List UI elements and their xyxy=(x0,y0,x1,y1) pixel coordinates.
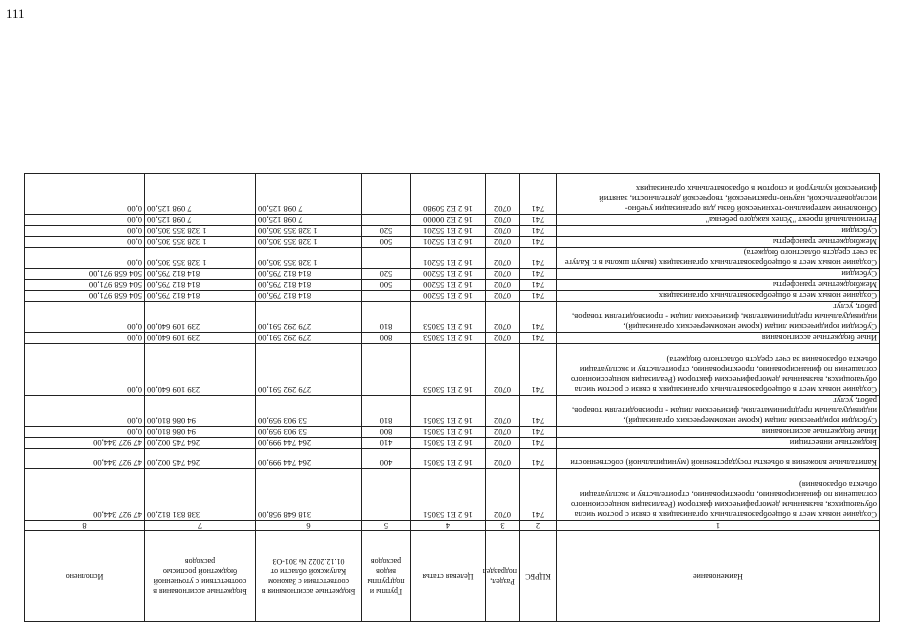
row-target: 16 2 E2 00000 xyxy=(411,215,486,226)
row-target: 16 2 E1 55201 xyxy=(411,226,486,237)
row-exec: 504 658 971,00 xyxy=(25,291,145,302)
row-vr: 410 xyxy=(362,438,411,449)
row-plan: 814 812 795,00 xyxy=(145,291,256,302)
row-law: 264 744 999,00 xyxy=(256,449,362,469)
row-section: 0702 xyxy=(486,427,520,438)
row-section: 0702 xyxy=(486,248,520,269)
row-law: 7 098 125,00 xyxy=(256,215,362,226)
row-target: 16 2 E1 53053 xyxy=(411,302,486,333)
row-exec: 0,00 xyxy=(25,215,145,226)
row-vr xyxy=(362,469,411,521)
row-plan: 814 812 795,00 xyxy=(145,280,256,291)
row-name: Субсидии xyxy=(557,269,880,280)
row-vr: 500 xyxy=(362,237,411,248)
table-row xyxy=(25,248,880,269)
table-row xyxy=(25,469,880,521)
header-section: Раздел, подраздел xyxy=(486,531,520,622)
row-law: 279 292 591,00 xyxy=(256,333,362,344)
table-row xyxy=(25,449,880,469)
row-name: Субсидии юридическим лицам (кроме некоммерческих организаций), индивидуальным предпринимателям, физическим лицам - производителям товаров, работ, услуг xyxy=(557,302,880,333)
colnum-4: 4 xyxy=(411,521,486,531)
row-exec: 504 658 971,00 xyxy=(25,269,145,280)
row-vr xyxy=(362,215,411,226)
row-plan: 239 109 640,00 xyxy=(145,344,256,396)
row-kcrbs: 741 xyxy=(520,438,557,449)
row-vr: 810 xyxy=(362,302,411,333)
row-vr: 520 xyxy=(362,269,411,280)
row-target: 16 2 E1 53051 xyxy=(411,396,486,427)
row-plan: 239 109 640,00 xyxy=(145,333,256,344)
row-target: 16 2 E1 55200 xyxy=(411,269,486,280)
row-name: Создание новых мест в общеобразовательных организациях xyxy=(557,291,880,302)
row-law: 1 328 355 305,00 xyxy=(256,237,362,248)
row-plan: 94 086 810,00 xyxy=(145,396,256,427)
row-exec: 0,00 xyxy=(25,237,145,248)
table-row xyxy=(25,396,880,427)
row-vr: 800 xyxy=(362,427,411,438)
table-row xyxy=(25,344,880,396)
table-row xyxy=(25,427,880,438)
budget-table xyxy=(24,173,880,622)
colnum-8: 8 xyxy=(25,521,145,531)
colnum-3: 3 xyxy=(486,521,520,531)
table-row xyxy=(25,174,880,215)
row-target: 16 2 E1 53051 xyxy=(411,469,486,521)
row-law: 279 292 591,00 xyxy=(256,344,362,396)
table-row xyxy=(25,226,880,237)
table-row xyxy=(25,237,880,248)
row-exec: 47 927 344,00 xyxy=(25,449,145,469)
table-row xyxy=(25,215,880,226)
row-target: 16 2 E1 55200 xyxy=(411,280,486,291)
row-kcrbs: 741 xyxy=(520,469,557,521)
row-kcrbs: 741 xyxy=(520,280,557,291)
row-law: 53 903 959,00 xyxy=(256,396,362,427)
row-target: 16 2 E1 53053 xyxy=(411,333,486,344)
row-target: 16 2 E1 55201 xyxy=(411,237,486,248)
row-plan: 1 328 355 305,00 xyxy=(145,237,256,248)
row-target: 16 2 E1 55201 xyxy=(411,248,486,269)
row-exec: 0,00 xyxy=(25,344,145,396)
row-section: 0702 xyxy=(486,237,520,248)
row-exec: 0,00 xyxy=(25,396,145,427)
row-target: 16 2 E1 53051 xyxy=(411,438,486,449)
table-row xyxy=(25,333,880,344)
row-kcrbs: 741 xyxy=(520,174,557,215)
row-name: Обновление материально-технической базы для организации учебно-исследовательской, научно-практической, творческой деятельности, занятий физической культурой и спортом в образовательных организациях xyxy=(557,174,880,215)
row-target: 16 2 E1 55200 xyxy=(411,291,486,302)
header-vr: Группы и подгруппы видов расходов xyxy=(362,531,411,622)
row-law: 7 098 125,00 xyxy=(256,174,362,215)
colnum-7: 7 xyxy=(145,521,256,531)
row-vr: 520 xyxy=(362,226,411,237)
row-exec: 47 927 344,00 xyxy=(25,469,145,521)
row-target: 16 2 E1 53051 xyxy=(411,449,486,469)
row-kcrbs: 741 xyxy=(520,333,557,344)
column-number-row xyxy=(25,521,880,531)
row-plan: 7 098 125,00 xyxy=(145,174,256,215)
row-section: 0702 xyxy=(486,302,520,333)
row-section: 0702 xyxy=(486,449,520,469)
table-row xyxy=(25,280,880,291)
row-name: Межбюджетные трансферты xyxy=(557,237,880,248)
row-kcrbs: 741 xyxy=(520,269,557,280)
row-name: Создание новых мест в общеобразовательных организациях (выкуп школы в г. Калуге за счет средств областного бюджета) xyxy=(557,248,880,269)
row-name: Субсидии xyxy=(557,226,880,237)
header-plan: Бюджетные ассигнования в соответствии с уточненной бюджетной росписью расходов xyxy=(145,531,256,622)
row-exec: 0,00 xyxy=(25,226,145,237)
row-section: 0702 xyxy=(486,174,520,215)
row-plan: 1 328 355 305,00 xyxy=(145,226,256,237)
table-row xyxy=(25,269,880,280)
row-law: 814 812 795,00 xyxy=(256,280,362,291)
row-kcrbs: 741 xyxy=(520,248,557,269)
row-name: Создание новых мест в общеобразовательных организациях в связи с ростом числа обучающихся, вызванным демографическим фактором (Реализация концессионного соглашения по финансированию, проектированию, строительству и эксплуатации объекта образования за счет средств областного бюджета) xyxy=(557,344,880,396)
row-kcrbs: 741 xyxy=(520,344,557,396)
row-law: 1 328 355 305,00 xyxy=(256,248,362,269)
row-kcrbs: 741 xyxy=(520,302,557,333)
row-vr xyxy=(362,248,411,269)
row-exec: 0,00 xyxy=(25,248,145,269)
row-name: Региональный проект "Успех каждого ребенка" xyxy=(557,215,880,226)
row-kcrbs: 741 xyxy=(520,215,557,226)
row-exec: 0,00 xyxy=(25,302,145,333)
row-plan: 338 831 812,00 xyxy=(145,469,256,521)
row-vr: 810 xyxy=(362,396,411,427)
row-name: Иные бюджетные ассигнования xyxy=(557,427,880,438)
row-plan: 7 098 125,00 xyxy=(145,215,256,226)
row-plan: 264 745 002,00 xyxy=(145,438,256,449)
row-target: 16 2 E2 50980 xyxy=(411,174,486,215)
row-name: Капитальные вложения в объекты государственной (муниципальной) собственности xyxy=(557,449,880,469)
row-law: 279 292 591,00 xyxy=(256,302,362,333)
row-section: 0702 xyxy=(486,344,520,396)
row-plan: 814 812 795,00 xyxy=(145,269,256,280)
colnum-1: 1 xyxy=(557,521,880,531)
row-name: Создание новых мест в общеобразовательных организациях в связи с ростом числа обучающихся, вызванным демографическим фактором (Реализация концессионного соглашения по финансированию, проектированию, строительству и эксплуатации объекта образования) xyxy=(557,469,880,521)
colnum-6: 6 xyxy=(256,521,362,531)
row-section: 0702 xyxy=(486,291,520,302)
row-plan: 264 745 002,00 xyxy=(145,449,256,469)
row-plan: 1 328 355 305,00 xyxy=(145,248,256,269)
row-exec: 47 927 344,00 xyxy=(25,438,145,449)
row-kcrbs: 741 xyxy=(520,291,557,302)
page-number: 111 xyxy=(6,6,25,21)
row-section: 0702 xyxy=(486,333,520,344)
row-kcrbs: 741 xyxy=(520,396,557,427)
colnum-2: 2 xyxy=(520,521,557,531)
table-row xyxy=(25,291,880,302)
row-kcrbs: 741 xyxy=(520,237,557,248)
row-section: 0702 xyxy=(486,280,520,291)
row-exec: 504 658 971,00 xyxy=(25,280,145,291)
row-kcrbs: 741 xyxy=(520,226,557,237)
table-body xyxy=(25,174,880,521)
row-section: 0702 xyxy=(486,469,520,521)
row-law: 814 812 795,00 xyxy=(256,291,362,302)
row-law: 264 744 999,00 xyxy=(256,438,362,449)
row-name: Межбюджетные трансферты xyxy=(557,280,880,291)
row-section: 0702 xyxy=(486,396,520,427)
row-law: 318 648 958,00 xyxy=(256,469,362,521)
row-name: Бюджетные инвестиции xyxy=(557,438,880,449)
colnum-5: 5 xyxy=(362,521,411,531)
row-vr xyxy=(362,344,411,396)
row-law: 1 328 355 305,00 xyxy=(256,226,362,237)
row-exec: 0,00 xyxy=(25,427,145,438)
header-row xyxy=(25,531,880,622)
row-section: 0702 xyxy=(486,269,520,280)
row-section: 0702 xyxy=(486,215,520,226)
row-vr xyxy=(362,291,411,302)
row-law: 814 812 795,00 xyxy=(256,269,362,280)
table-row xyxy=(25,438,880,449)
row-exec: 0,00 xyxy=(25,333,145,344)
table-row xyxy=(25,302,880,333)
row-law: 53 903 959,00 xyxy=(256,427,362,438)
header-exec: Исполнено xyxy=(25,531,145,622)
row-exec: 0,00 xyxy=(25,174,145,215)
row-kcrbs: 741 xyxy=(520,427,557,438)
row-plan: 239 109 640,00 xyxy=(145,302,256,333)
row-vr: 400 xyxy=(362,449,411,469)
row-section: 0702 xyxy=(486,226,520,237)
row-vr: 800 xyxy=(362,333,411,344)
row-section: 0702 xyxy=(486,438,520,449)
header-name: Наименование xyxy=(557,531,880,622)
header-kcrbs: КЦРБС xyxy=(520,531,557,622)
header-law: Бюджетные ассигнования в соответствии с Законом Калужской области от 01.12.2022 № 301-ОЗ xyxy=(256,531,362,622)
row-name: Иные бюджетные ассигнования xyxy=(557,333,880,344)
row-vr xyxy=(362,174,411,215)
row-name: Субсидии юридическим лицам (кроме некоммерческих организаций), индивидуальным предпринимателям, физическим лицам - производителям товаров, работ, услуг xyxy=(557,396,880,427)
row-plan: 94 086 810,00 xyxy=(145,427,256,438)
row-target: 16 2 E1 53053 xyxy=(411,344,486,396)
row-kcrbs: 741 xyxy=(520,449,557,469)
row-vr: 500 xyxy=(362,280,411,291)
row-target: 16 2 E1 53051 xyxy=(411,427,486,438)
header-target: Целевая статья xyxy=(411,531,486,622)
